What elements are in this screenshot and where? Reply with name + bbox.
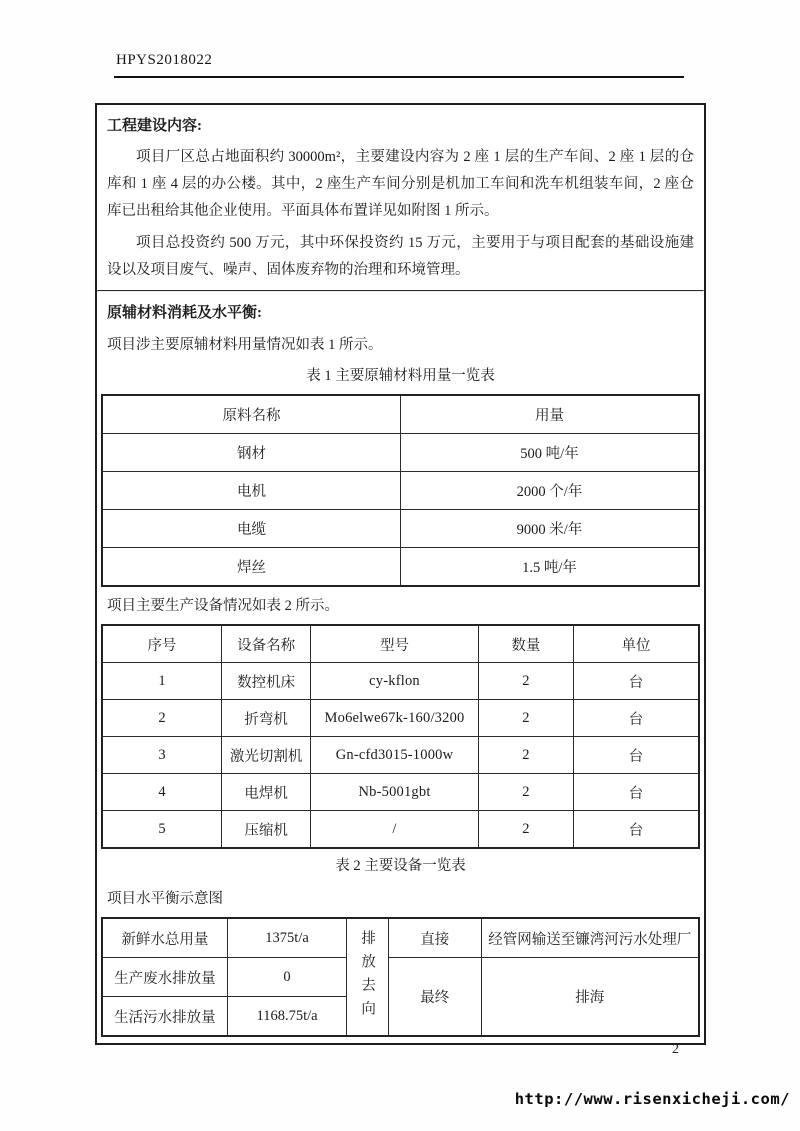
table-row <box>102 663 699 700</box>
table-cell: 台 <box>574 811 699 849</box>
paragraph-investment: 项目总投资约 500 万元，其中环保投资约 15 万元，主要用于与项目配套的基础设施建设以及项目废气、噪声、固体废弃物的治理和环境管理。 <box>107 235 694 278</box>
table-cell: 电机 <box>102 472 401 510</box>
table-cell: 1 <box>102 663 221 700</box>
section-heading: 工程建设内容: <box>107 118 202 134</box>
table-cell: 台 <box>574 774 699 811</box>
watermark-url: http://www.risenxicheji.com/ <box>514 1090 790 1108</box>
column-header: 原料名称 <box>102 395 401 434</box>
table-cell: 生活污水排放量 <box>102 997 227 1037</box>
column-header: 数量 <box>478 625 574 663</box>
table-cell: 钢材 <box>102 434 401 472</box>
column-header: 设备名称 <box>221 625 311 663</box>
table-cell: 直接 <box>389 918 482 958</box>
table-cell: 2 <box>478 737 574 774</box>
table-row <box>102 737 699 774</box>
table-cell: 1.5 吨/年 <box>401 548 700 587</box>
table-row <box>102 548 699 587</box>
table-header-row <box>102 395 699 434</box>
page-number: 2 <box>672 1042 679 1057</box>
water-balance-table <box>101 917 700 1037</box>
table1-intro: 项目涉主要原辅材料用量情况如表 1 所示。 <box>107 337 383 353</box>
table-cell: 5 <box>102 811 221 849</box>
table-cell: Nb-5001gbt <box>311 774 478 811</box>
table-cell: 2000 个/年 <box>401 472 700 510</box>
table-row <box>102 472 699 510</box>
table-cell: 生产废水排放量 <box>102 958 227 997</box>
table-cell: 4 <box>102 774 221 811</box>
table-cell: 500 吨/年 <box>401 434 700 472</box>
paragraph-site-area: 项目厂区总占地面积约 30000m²，主要建设内容为 2 座 1 层的生产车间、2 座 1 层的仓库和 1 座 4 层的办公楼。其中，2 座生产车间分别是机加工车间和洗车机组装车间，2 座仓库已出租给其他企业使用。平面具体布置详见如附图 1 所示。 <box>107 149 694 219</box>
table-cell: 数控机床 <box>221 663 311 700</box>
discharge-direction-header: 排放去向 <box>347 918 389 1036</box>
table-cell: 2 <box>478 774 574 811</box>
header-rule <box>114 76 684 78</box>
table-cell: 9000 米/年 <box>401 510 700 548</box>
table-cell: Gn-cfd3015-1000w <box>311 737 478 774</box>
table-cell: 2 <box>102 700 221 737</box>
table-cell: 2 <box>478 811 574 849</box>
table-cell: 最终 <box>389 958 482 1037</box>
table-cell: 2 <box>478 663 574 700</box>
materials-table <box>101 394 700 587</box>
table-cell: 台 <box>574 700 699 737</box>
column-header: 型号 <box>311 625 478 663</box>
document-code: HPYS2018022 <box>116 52 213 68</box>
column-header: 单位 <box>574 625 699 663</box>
table-cell: 电缆 <box>102 510 401 548</box>
table-cell: 2 <box>478 700 574 737</box>
table-cell: 0 <box>227 958 346 997</box>
table-cell: 3 <box>102 737 221 774</box>
table-cell: Mo6elwe67k-160/3200 <box>311 700 478 737</box>
table-row <box>102 918 699 958</box>
table2-caption: 表 2 主要设备一览表 <box>335 858 466 874</box>
table-row <box>102 434 699 472</box>
table-cell: 新鲜水总用量 <box>102 918 227 958</box>
table-cell: / <box>311 811 478 849</box>
table-row <box>102 958 699 997</box>
table-cell: 电焊机 <box>221 774 311 811</box>
table-cell: 经管网输送至镰湾河污水处理厂 <box>481 918 699 958</box>
table-cell: 压缩机 <box>221 811 311 849</box>
column-header: 用量 <box>401 395 700 434</box>
section-heading: 原辅材料消耗及水平衡: <box>107 305 262 321</box>
table1-caption: 表 1 主要原辅材料用量一览表 <box>306 368 495 384</box>
section-construction <box>97 105 704 290</box>
table-row <box>102 811 699 849</box>
table-cell: 1168.75t/a <box>227 997 346 1037</box>
table-cell: 1375t/a <box>227 918 346 958</box>
table2-intro: 项目主要生产设备情况如表 2 所示。 <box>107 598 339 614</box>
table-cell: 折弯机 <box>221 700 311 737</box>
table-header-row <box>102 625 699 663</box>
table-cell: 台 <box>574 663 699 700</box>
table-cell: 台 <box>574 737 699 774</box>
table-row <box>102 774 699 811</box>
table-row <box>102 510 699 548</box>
section-materials <box>97 292 704 1043</box>
table-cell: 激光切割机 <box>221 737 311 774</box>
equipment-table <box>101 624 700 849</box>
table-cell: 焊丝 <box>102 548 401 587</box>
table-cell: cy-kflon <box>311 663 478 700</box>
table-row <box>102 700 699 737</box>
table-cell: 排海 <box>481 958 699 1037</box>
column-header: 序号 <box>102 625 221 663</box>
content-box <box>95 103 706 1045</box>
water-balance-heading: 项目水平衡示意图 <box>107 891 223 907</box>
